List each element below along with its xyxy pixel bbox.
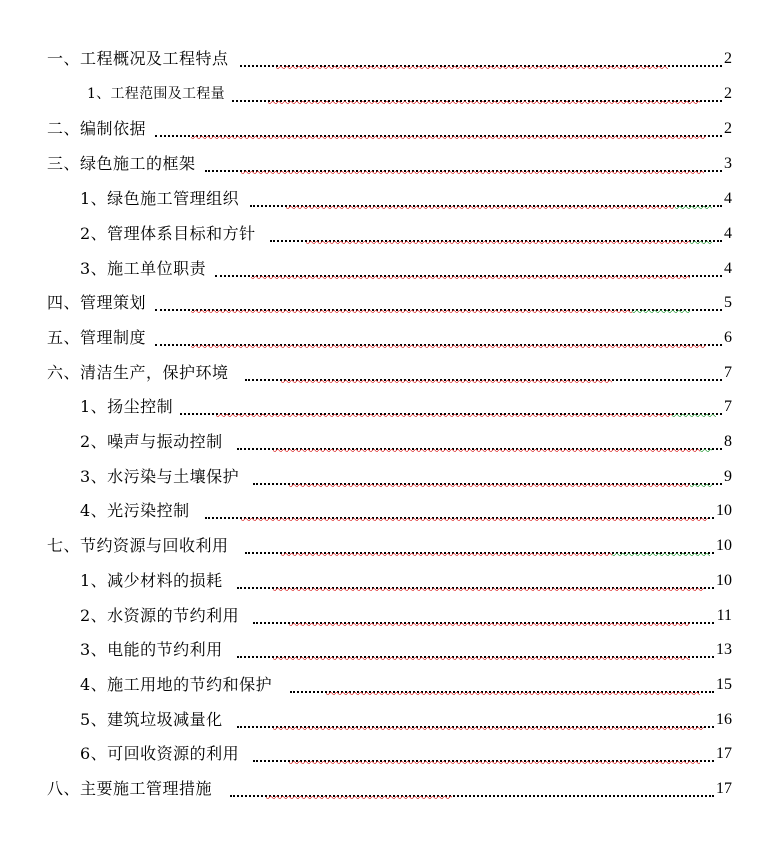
grammar-underline (675, 206, 712, 209)
toc-entry-title: 七、节约资源与回收利用 (47, 536, 229, 555)
toc-entry-page-number: 17 (716, 745, 732, 762)
toc-entry-page-number: 2 (724, 50, 732, 67)
spelling-underline (286, 206, 675, 209)
toc-entry-title: 3、电能的节约利用 (80, 640, 223, 659)
toc-entry[interactable] (0, 252, 783, 286)
toc-entry-page-number: 16 (716, 711, 732, 728)
toc-entry[interactable] (0, 321, 783, 355)
spelling-underline (251, 276, 690, 279)
toc-entry[interactable] (0, 356, 783, 390)
spelling-underline (281, 553, 612, 556)
spelling-underline (289, 623, 690, 626)
spelling-underline (241, 171, 704, 174)
toc-entry[interactable] (0, 737, 783, 771)
spelling-underline (216, 414, 672, 417)
toc-entry-title: 2、管理体系目标和方针 (80, 224, 256, 243)
toc-entry-title: 1、扬尘控制 (80, 397, 174, 416)
toc-entry-title: 1、工程范围及工程量 (87, 86, 225, 102)
toc-entry-page-number: 2 (724, 120, 732, 137)
toc-entry-title: 1、减少材料的损耗 (80, 571, 223, 590)
toc-entry-page-number: 6 (724, 329, 732, 346)
toc-entry-page-number: 5 (724, 294, 732, 311)
grammar-underline (690, 241, 712, 244)
spelling-underline (289, 484, 690, 487)
toc-entry[interactable] (0, 460, 783, 494)
toc-entry[interactable] (0, 147, 783, 181)
spelling-underline (191, 310, 632, 313)
toc-entry[interactable] (0, 286, 783, 320)
toc-entry[interactable] (0, 182, 783, 216)
toc-entry[interactable] (0, 390, 783, 424)
toc-entry[interactable] (0, 703, 783, 737)
spelling-underline (241, 518, 708, 521)
toc-entry-title: 6、可回收资源的利用 (80, 744, 240, 763)
spelling-underline (281, 380, 612, 383)
toc-entry[interactable] (0, 599, 783, 633)
spelling-underline (273, 727, 704, 730)
spelling-underline (191, 345, 706, 348)
spelling-underline (273, 588, 704, 591)
toc-entry-page-number: 10 (716, 537, 732, 554)
toc-entry[interactable] (0, 77, 783, 111)
toc-entry-page-number: 7 (724, 364, 732, 381)
toc-entry-title: 3、施工单位职责 (80, 259, 207, 278)
spelling-underline (276, 66, 668, 69)
toc-entry[interactable] (0, 564, 783, 598)
spelling-underline (273, 449, 700, 452)
toc-entry-title: 六、清洁生产，保护环境 (47, 363, 229, 382)
toc-entry-page-number: 8 (724, 433, 732, 450)
toc-entry-page-number: 10 (716, 502, 732, 519)
spelling-underline (268, 101, 700, 104)
toc-entry-title: 一、工程概况及工程特点 (47, 49, 229, 68)
toc-entry-title: 4、施工用地的节约和保护 (80, 675, 273, 694)
grammar-underline (700, 449, 712, 452)
spelling-underline (266, 796, 452, 799)
toc-entry-page-number: 7 (724, 398, 732, 415)
toc-entry-title: 2、噪声与振动控制 (80, 432, 223, 451)
toc-entry[interactable] (0, 529, 783, 563)
toc-entry-page-number: 17 (716, 780, 732, 797)
toc-entry-page-number: 13 (716, 641, 732, 658)
toc-entry[interactable] (0, 425, 783, 459)
toc-entry[interactable] (0, 494, 783, 528)
grammar-underline (632, 310, 690, 313)
spelling-underline (306, 241, 690, 244)
toc-entry-title: 4、光污染控制 (80, 501, 190, 520)
toc-entry-page-number: 3 (724, 155, 732, 172)
spelling-underline (326, 692, 700, 695)
toc-entry-title: 1、绿色施工管理组织 (80, 189, 240, 208)
toc-entry-page-number: 4 (724, 190, 732, 207)
toc-entry[interactable] (0, 633, 783, 667)
spelling-underline (289, 761, 700, 764)
toc-entry[interactable] (0, 772, 783, 806)
toc-entry-page-number: 15 (716, 676, 732, 693)
toc-entry-title: 八、主要施工管理措施 (47, 779, 213, 798)
toc-entry-page-number: 4 (724, 260, 732, 277)
spelling-underline (191, 136, 706, 139)
toc-entry-page-number: 11 (716, 607, 732, 624)
toc-entry-title: 三、绿色施工的框架 (47, 154, 196, 173)
toc-entry-page-number: 4 (724, 225, 732, 242)
toc-entry-title: 五、管理制度 (47, 328, 147, 347)
toc-entry-title: 5、建筑垃圾减量化 (80, 710, 223, 729)
toc-entry[interactable] (0, 217, 783, 251)
toc-entry-title: 2、水资源的节约利用 (80, 606, 240, 625)
toc-entry-page-number: 2 (724, 85, 732, 102)
spelling-underline (273, 657, 690, 660)
toc-entry-title: 二、编制依据 (47, 119, 147, 138)
toc-entry-title: 3、水污染与土壤保护 (80, 467, 240, 486)
toc-entry[interactable] (0, 668, 783, 702)
grammar-underline (690, 484, 712, 487)
toc-entry[interactable] (0, 112, 783, 146)
grammar-underline (672, 414, 716, 417)
toc-entry-title: 四、管理策划 (47, 293, 147, 312)
grammar-underline (612, 553, 710, 556)
toc-entry-page-number: 9 (724, 468, 732, 485)
toc-entry[interactable] (0, 42, 783, 76)
toc-entry-page-number: 10 (716, 572, 732, 589)
